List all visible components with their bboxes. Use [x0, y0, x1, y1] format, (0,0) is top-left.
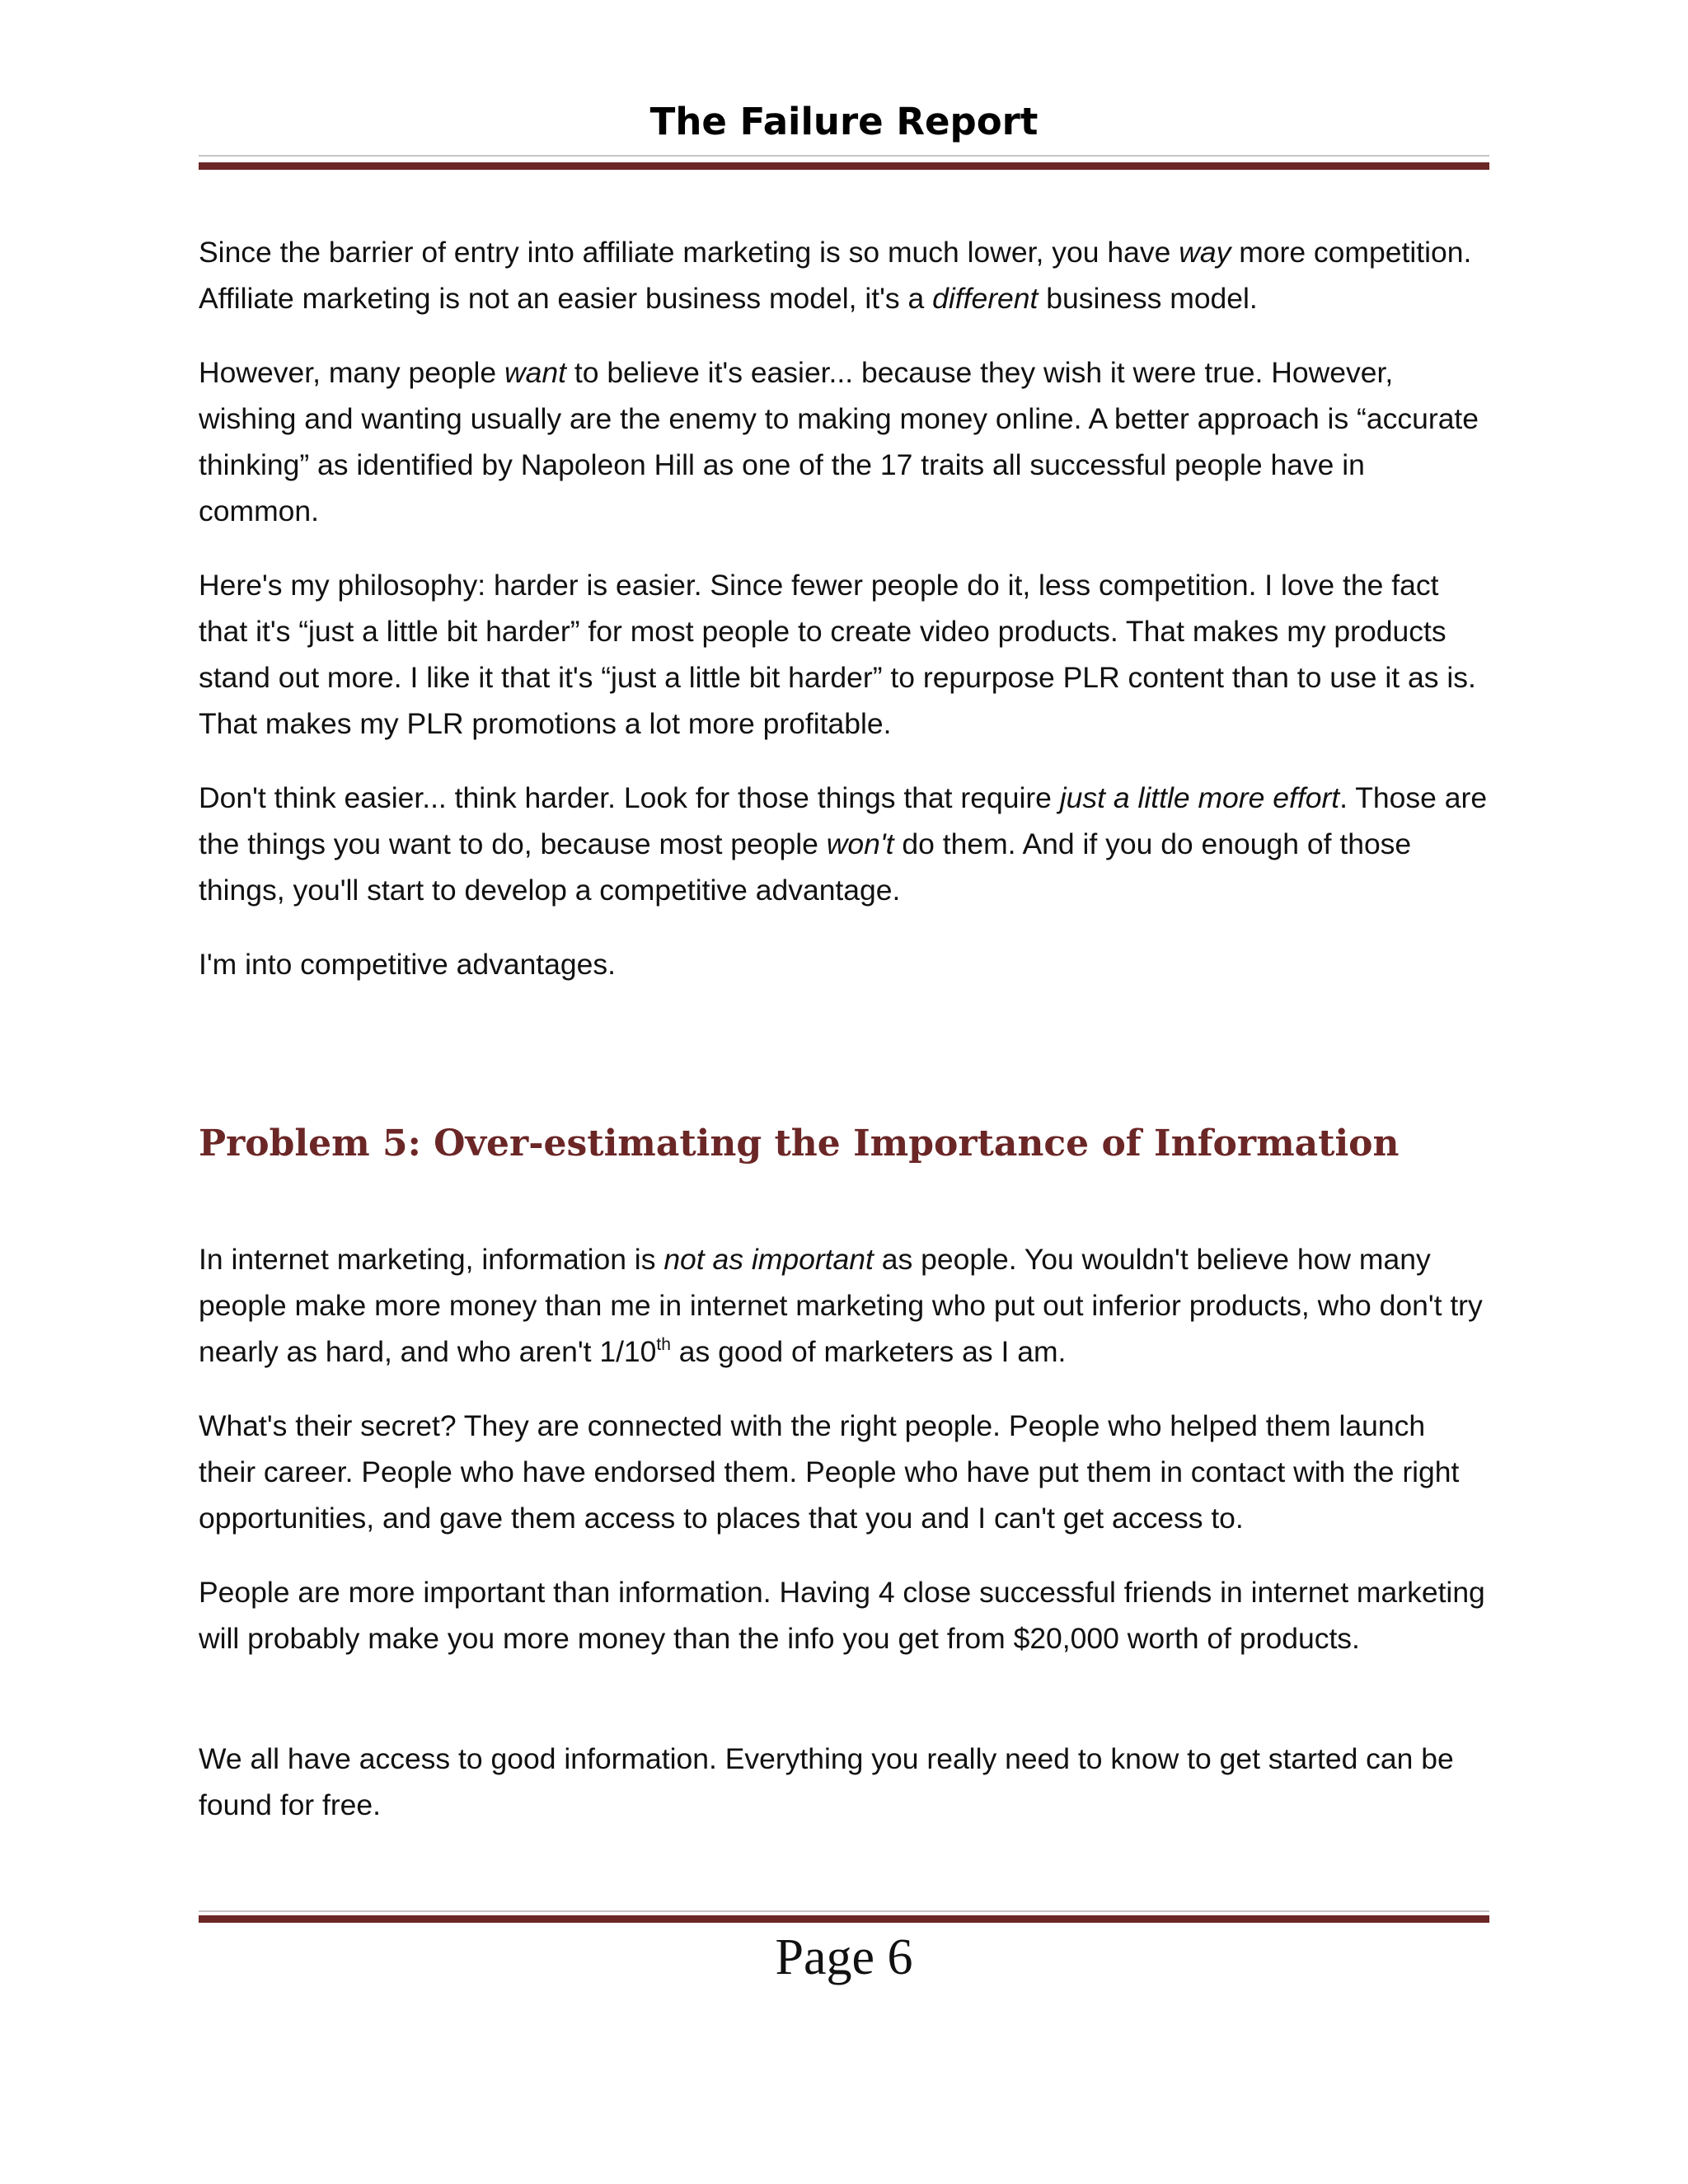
page-number: Page 6: [775, 1929, 913, 1985]
paragraph-4-text-e: do them. And if you do enough of those things, you'll start to develop a competitive advantage.: [199, 827, 1412, 907]
paragraph-6-text-a: In internet marketing, information is: [199, 1243, 664, 1276]
paragraph-4-emphasis-effort: just a little more effort: [1059, 781, 1340, 814]
paragraph-6-emphasis-not-as-important: not as important: [663, 1243, 874, 1276]
paragraph-1-text-c: more competition. Affiliate marketing is not an easier business model, it's a: [199, 236, 1472, 315]
paragraph-3-text: Here's my philosophy: harder is easier. Since fewer people do it, less competition. I love the fact that it's “just a little bit harder” for most people to create video products. That makes my products stand out more. I like it that it's “just a little bit harder” to repurpose PLR content than to use it as is. That makes my PLR promotions a lot more profitable.: [199, 569, 1476, 740]
header-rule-thick: [199, 162, 1489, 170]
paragraph-1-emphasis-way: way: [1179, 236, 1231, 269]
footer-rule-thin: [199, 1910, 1489, 1912]
paragraph-5-text: I'm into competitive advantages.: [199, 948, 617, 981]
paragraph-2-emphasis-want: want: [504, 356, 566, 389]
paragraph-7-text: What's their secret? They are connected with the right people. People who helped them launch their career. People who have endorsed them. People who have put them in contact with the right opportunities, and gave them access to places that you and I can't get access to.: [199, 1409, 1460, 1535]
header-rule-thin: [199, 155, 1489, 157]
paragraph-6: [199, 1236, 1489, 1375]
paragraph-4: [199, 775, 1489, 913]
paragraph-4-text-c: . Those are the things you want to do, because most people: [199, 781, 1488, 860]
paragraph-9: [199, 1736, 1489, 1828]
paragraph-6-text-e: as good of marketers as I am.: [670, 1335, 1067, 1368]
paragraph-1-text-e: business model.: [1038, 282, 1258, 315]
paragraph-4-emphasis-wont: won't: [826, 827, 894, 860]
paragraph-2-text-a: However, many people: [199, 356, 504, 389]
paragraph-1-text-a: Since the barrier of entry into affiliate marketing is so much lower, you have: [199, 236, 1179, 269]
paragraph-8-text: People are more important than information. Having 4 close successful friends in internet marketing will probably make you more money than the info you get from $20,000 worth of products.: [199, 1576, 1485, 1655]
paragraph-2: [199, 349, 1489, 534]
paragraph-2-text-c: to believe it's easier... because they wish it were true. However, wishing and wanting usually are the enemy to making money online. A better approach is “accurate thinking” as identified by Napoleon Hill as one of the 17 traits all successful people have in common.: [199, 356, 1479, 527]
paragraph-4-text-a: Don't think easier... think harder. Look for those things that require: [199, 781, 1060, 814]
paragraph-3: [199, 562, 1489, 747]
footer-rule-thick: [199, 1915, 1489, 1923]
paragraph-7: [199, 1403, 1489, 1541]
section-heading: Problem 5: Over-estimating the Importance of Information: [199, 1122, 1400, 1165]
paragraph-6-text-c: as people. You wouldn't believe how many people make more money than me in internet marketing who put out inferior products, who don't try nearly as hard, and who aren't 1/10: [199, 1243, 1483, 1368]
paragraph-6-superscript: th: [656, 1335, 671, 1354]
paragraph-1: [199, 229, 1489, 321]
header-title: The Failure Report: [649, 100, 1039, 143]
paragraph-9-text: We all have access to good information. Everything you really need to know to get started can be found for free.: [199, 1742, 1454, 1821]
paragraph-8: [199, 1569, 1489, 1661]
paragraph-5: [199, 941, 1489, 987]
paragraph-1-emphasis-different: different: [932, 282, 1039, 315]
